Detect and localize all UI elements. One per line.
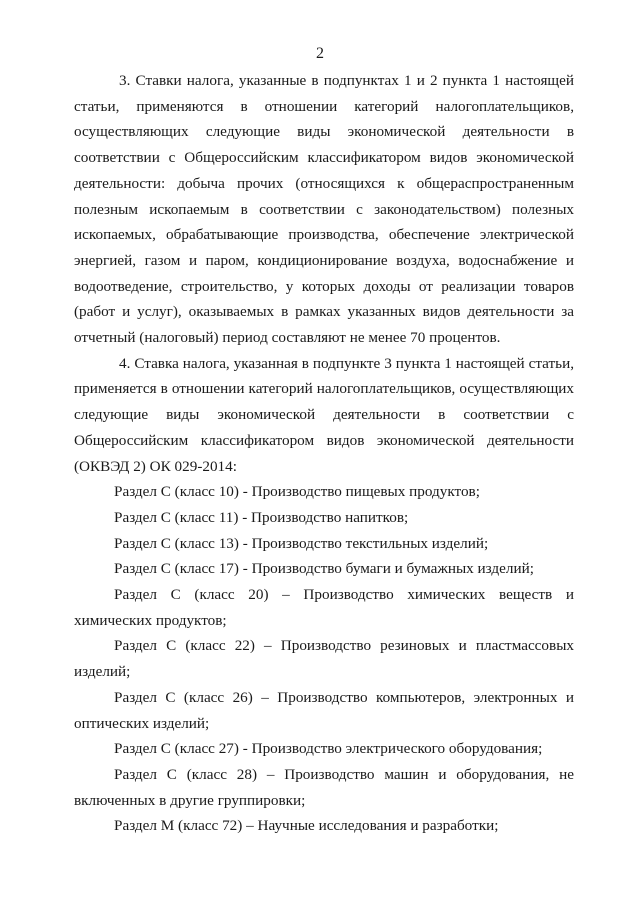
list-item: Раздел С (класс 27) - Производство электрического оборудования;: [114, 740, 543, 758]
list-item: Раздел С (класс 17) - Производство бумаги и бумажных изделий;: [114, 560, 534, 578]
list-item: Раздел С (класс 11) - Производство напитков;: [114, 508, 409, 526]
list-item: Раздел С (класс 10) - Производство пищевых продуктов;: [114, 483, 480, 501]
list-item: Раздел С (класс 26) – Производство компьютеров, электронных и оптических изделий;: [74, 688, 574, 732]
list-item: Раздел М (класс 72) – Научные исследования и разработки;: [114, 817, 499, 835]
page-number: 2: [316, 45, 324, 62]
list-item: Раздел С (класс 22) – Производство резиновых и пластмассовых изделий;: [74, 637, 574, 681]
paragraph-3: 3. Ставки налога, указанные в подпунктах 1 и 2 пункта 1 настоящей статьи, применяются в отношении категорий налогоплательщиков, осуществляющих следующие виды экономической деятельности в соответствии с Общероссийским классификатором видов экономической деятельности: добыча прочих (относящихся к общераспространенным полезным ископаемым в соответствии с законодательством) полезных ископаемых, обрабатывающие производства, обеспечение электрической энергией, газом и паром, кондиционирование воздуха, водоснабжение и водоотведение, строительство, у которых доходы от реализации товаров (работ и услуг), оказываемых в рамках указанных видов деятельности за отчетный (налоговый) период составляют не менее 70 процентов.: [74, 72, 574, 347]
list-item: Раздел С (класс 13) - Производство текстильных изделий;: [114, 534, 489, 552]
list-item: Раздел С (класс 20) – Производство химических веществ и химических продуктов;: [74, 586, 574, 629]
paragraph-4: 4. Ставка налога, указанная в подпункте 3 пункта 1 настоящей статьи, применяется в отношении категорий налогоплательщиков, осуществляющих следующие виды экономической деятельности в соответствии с Общероссийским классификатором видов экономической деятельности (ОКВЭД 2) ОК 029-2014:: [74, 354, 574, 475]
list-item: Раздел С (класс 28) – Производство машин и оборудования, не включенных в другие группировки;: [74, 765, 574, 809]
document-body: [74, 68, 574, 839]
